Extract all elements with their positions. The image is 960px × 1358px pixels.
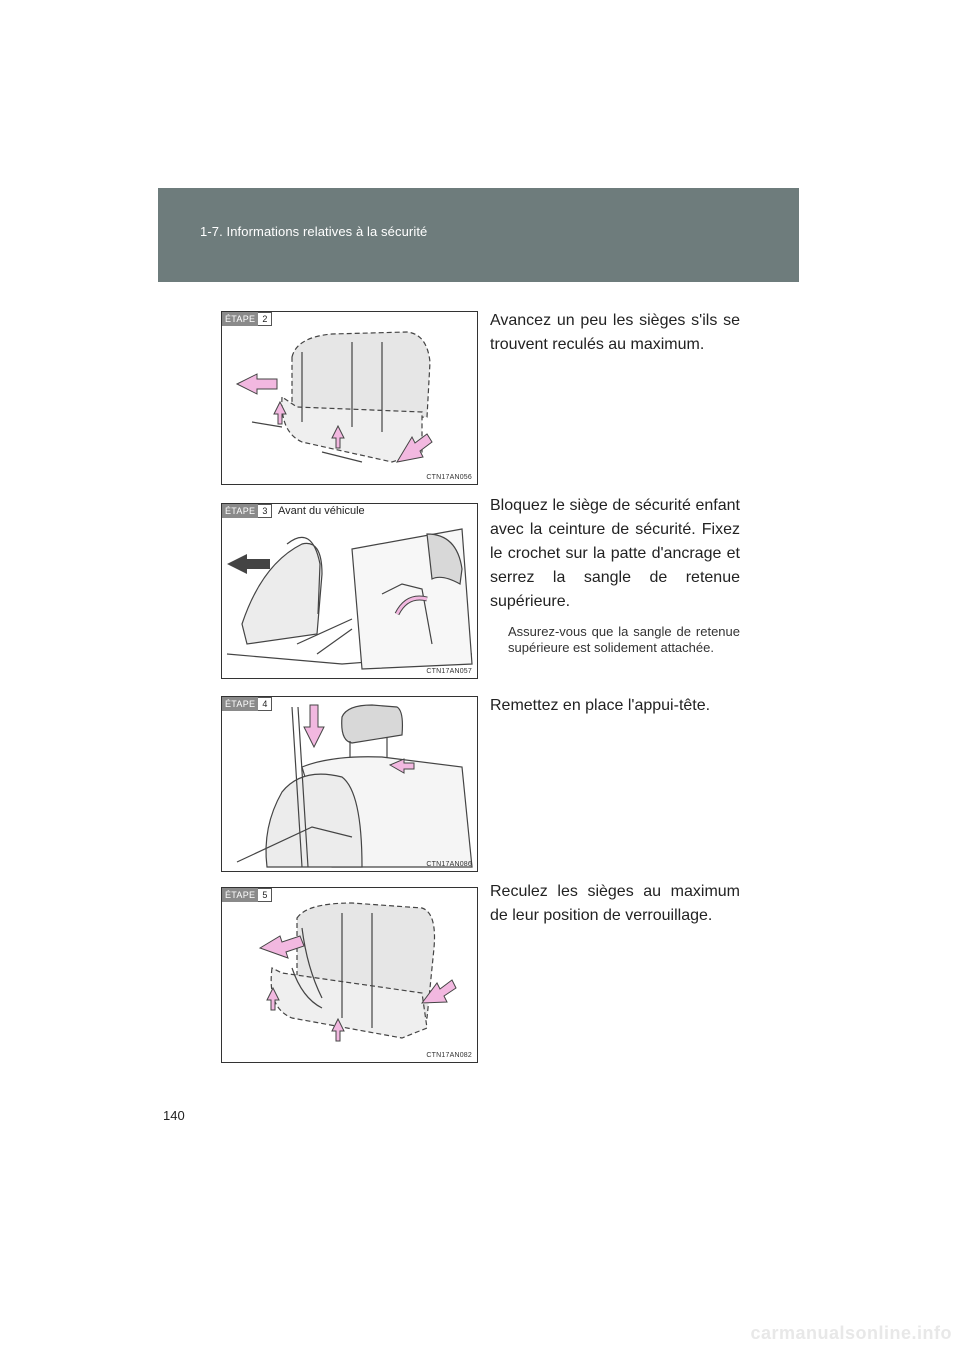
step-number: 3 [258,504,272,518]
step-label: ÉTAPE [222,312,258,326]
step-2-illustration [221,311,478,485]
step-badge [222,312,272,326]
step-3-note: Assurez-vous que la sangle de retenue supérieure est solidement attachée. [508,624,740,655]
step-number: 4 [258,697,272,711]
figure-code: CTN17AN056 [426,474,472,481]
step-label: ÉTAPE [222,504,258,518]
headrest-reinstall-drawing [222,697,477,871]
step-5-text: Reculez les sièges au maximum de leur position de verrouillage. [490,883,740,924]
step-2-text: Avancez un peu les sièges s'ils se trouvent reculés au maximum. [490,312,740,353]
section-title: 1-7. Informations relatives à la sécurité [200,224,428,239]
step-3-text: Bloquez le siège de sécurité enfant avec la ceinture de sécurité. Fixez le crochet sur la patte d'ancrage et serrez la sangle de retenue supérieure. [490,497,740,610]
figure-caption: Avant du véhicule [278,505,365,517]
figure-code: CTN17AN082 [426,1052,472,1059]
watermark: carmanualsonline.info [750,1323,952,1343]
step-3-illustration [221,503,478,679]
step-number: 2 [258,312,272,326]
step-4-illustration [221,696,478,872]
step-badge [222,504,272,518]
step-badge [222,888,272,902]
step-label: ÉTAPE [222,888,258,902]
section-header [158,188,799,282]
step-5-illustration [221,887,478,1063]
page-number: 140 [163,1108,185,1123]
figure-code: CTN17AN086 [426,861,472,868]
step-badge [222,697,272,711]
rear-seat-slide-forward-drawing [222,312,477,484]
rear-seat-slide-back-drawing [222,888,477,1062]
step-4-text: Remettez en place l'appui-tête. [490,697,711,714]
step-number: 5 [258,888,272,902]
step-label: ÉTAPE [222,697,258,711]
figure-code: CTN17AN057 [426,668,472,675]
child-seat-tether-drawing [222,504,477,678]
